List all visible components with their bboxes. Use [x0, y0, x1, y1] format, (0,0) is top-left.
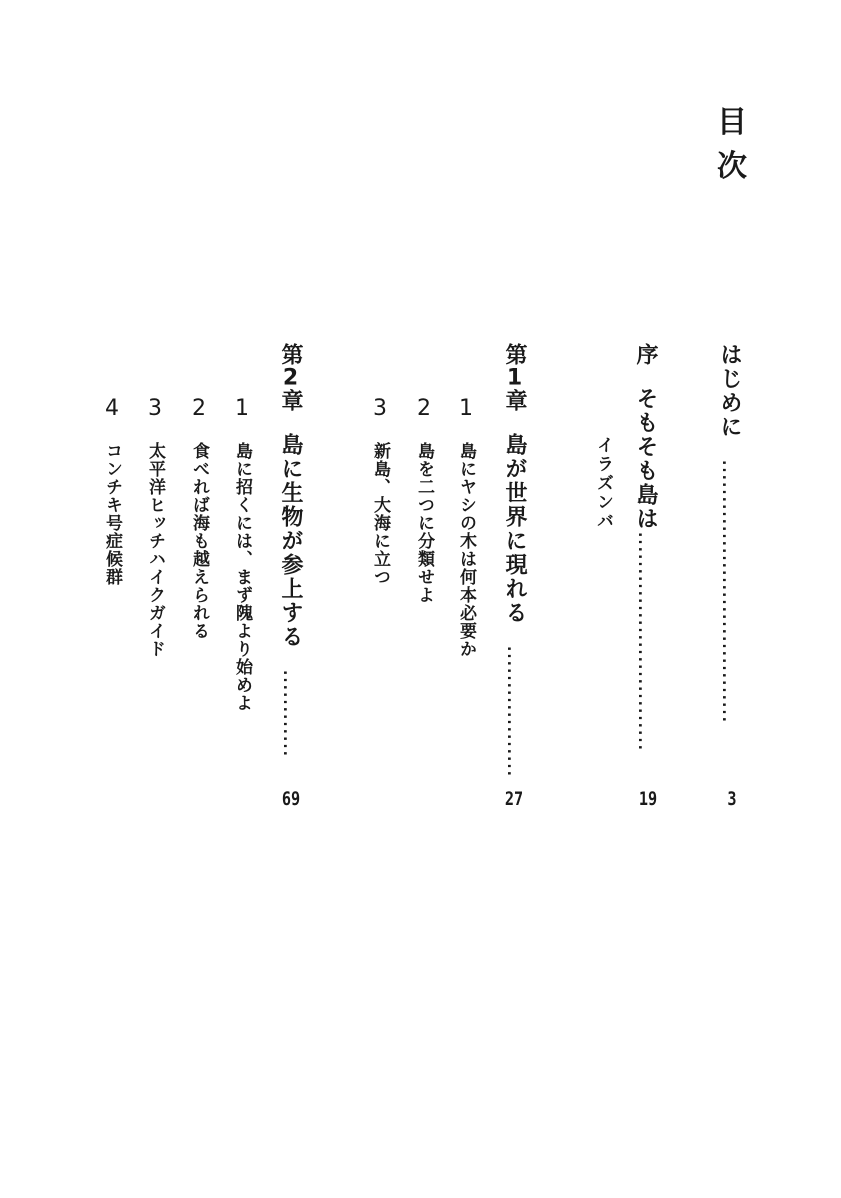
- toc-section[interactable]: 太平洋ヒッチハイクガイド: [145, 442, 165, 658]
- toc-entry-hajimeni[interactable]: [718, 343, 740, 723]
- section-number: 3: [373, 396, 387, 421]
- entry-title: はじめに: [717, 343, 742, 439]
- chapter-number: 1: [506, 367, 523, 389]
- page-number: 19: [638, 788, 658, 810]
- dot-leader: ………………………………: [717, 459, 742, 723]
- page-title: [712, 105, 752, 184]
- chapter-number: 2: [282, 367, 299, 389]
- section-number: 2: [192, 396, 206, 421]
- entry-title: 島が世界に現れる: [502, 433, 527, 625]
- toc-section[interactable]: 新島、大海に立つ: [370, 442, 390, 586]
- entry-title: そもそも島は: [633, 387, 658, 531]
- toc-section[interactable]: 島を二つに分類せよ: [414, 442, 434, 604]
- dot-leader: …………………………: [633, 531, 658, 751]
- toc-entry-chapter-2[interactable]: [279, 343, 301, 757]
- page-number: 27: [504, 788, 524, 810]
- toc-section[interactable]: 島に招くには、まず隗より始めよ: [232, 442, 252, 712]
- dot-leader: ………………: [502, 645, 527, 777]
- toc-entry-chapter-1[interactable]: [503, 343, 525, 777]
- toc-section[interactable]: 食べれば海も越えられる: [189, 442, 209, 640]
- section-number: 1: [235, 396, 249, 421]
- section-number: 2: [417, 396, 431, 421]
- entry-prefix: 第: [278, 343, 303, 367]
- toc-subentry[interactable]: イラズンバ: [593, 436, 613, 531]
- page-number: 69: [281, 788, 301, 810]
- section-number: 1: [459, 396, 473, 421]
- section-number: 3: [148, 396, 162, 421]
- page-title-char: 次: [717, 149, 747, 184]
- page-number: 3: [727, 788, 737, 810]
- entry-suffix: 章: [278, 389, 303, 413]
- entry-title: 島に生物が参上する: [278, 433, 303, 649]
- dot-leader: …………: [278, 669, 303, 757]
- toc-section[interactable]: コンチキ号症候群: [102, 442, 122, 586]
- page-title-char: 目: [717, 105, 747, 140]
- entry-prefix: 第: [502, 343, 527, 367]
- toc-entry-prologue[interactable]: [634, 343, 656, 751]
- section-number: 4: [105, 396, 119, 421]
- toc-section[interactable]: 島にヤシの木は何本必要か: [456, 442, 476, 658]
- entry-suffix: 章: [502, 389, 527, 413]
- entry-prefix: 序: [633, 343, 658, 367]
